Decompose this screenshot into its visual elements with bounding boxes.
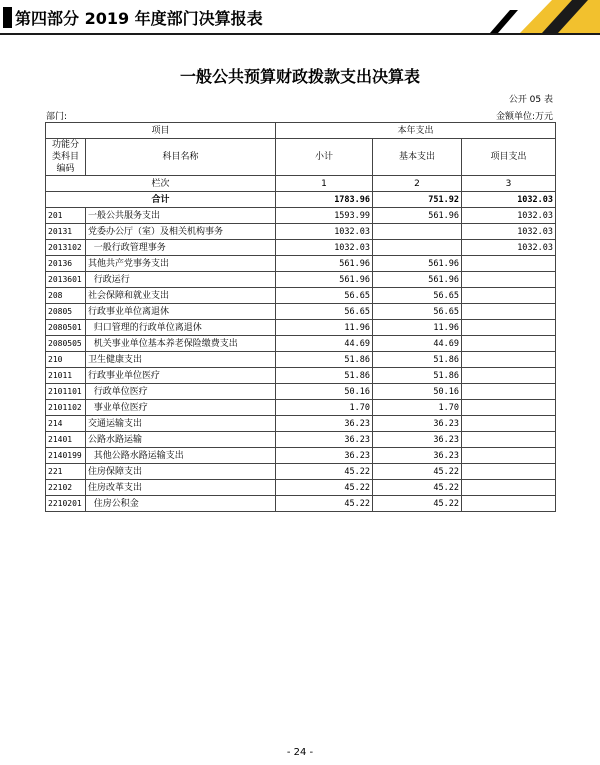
row-name: 住房保障支出 (86, 464, 276, 480)
row-subtotal: 1032.03 (276, 224, 373, 240)
row-name: 住房公积金 (86, 496, 276, 512)
row-name: 行政事业单位离退休 (86, 304, 276, 320)
row-name: 党委办公厅（室）及相关机构事务 (86, 224, 276, 240)
row-basic: 56.65 (373, 304, 462, 320)
header-row-1 (46, 123, 556, 139)
row-name: 机关事业单位基本养老保险缴费支出 (86, 336, 276, 352)
row-basic: 51.86 (373, 368, 462, 384)
table-row (46, 352, 556, 368)
row-basic: 45.22 (373, 480, 462, 496)
section-title: 第四部分 2019 年度部门决算报表 (15, 9, 263, 28)
row-basic: 561.96 (373, 256, 462, 272)
table-row (46, 384, 556, 400)
row-code: 2013102 (46, 240, 86, 256)
row-name: 事业单位医疗 (86, 400, 276, 416)
total-label: 合计 (46, 192, 276, 208)
table-row (46, 320, 556, 336)
row-project: 1032.03 (462, 240, 556, 256)
row-basic: 561.96 (373, 272, 462, 288)
header-decoration (460, 0, 600, 36)
row-code: 21401 (46, 432, 86, 448)
row-project (462, 368, 556, 384)
expenditure-table (45, 122, 556, 512)
table-row (46, 208, 556, 224)
subtotal-header: 小计 (276, 139, 373, 176)
row-code: 201 (46, 208, 86, 224)
row-subtotal: 36.23 (276, 448, 373, 464)
row-project (462, 256, 556, 272)
header-row-2 (46, 139, 556, 176)
func-code-line-2: 类科目 (51, 152, 79, 162)
table-row (46, 464, 556, 480)
row-code: 20805 (46, 304, 86, 320)
row-code: 20131 (46, 224, 86, 240)
row-subtotal: 50.16 (276, 384, 373, 400)
row-project (462, 496, 556, 512)
row-name: 卫生健康支出 (86, 352, 276, 368)
row-subtotal: 1.70 (276, 400, 373, 416)
column-index-2: 2 (373, 176, 462, 192)
table-row (46, 272, 556, 288)
row-code: 208 (46, 288, 86, 304)
row-code: 210 (46, 352, 86, 368)
table-row (46, 496, 556, 512)
table-number: 公开 05 表 (508, 95, 553, 105)
table-row (46, 368, 556, 384)
row-code: 20136 (46, 256, 86, 272)
row-name: 归口管理的行政单位离退休 (86, 320, 276, 336)
row-project (462, 384, 556, 400)
table-row (46, 256, 556, 272)
row-name: 社会保障和就业支出 (86, 288, 276, 304)
table-row (46, 288, 556, 304)
row-name: 公路水路运输 (86, 432, 276, 448)
row-subtotal: 51.86 (276, 368, 373, 384)
row-name: 行政单位医疗 (86, 384, 276, 400)
row-project (462, 304, 556, 320)
row-project (462, 320, 556, 336)
row-subtotal: 51.86 (276, 352, 373, 368)
row-subtotal: 45.22 (276, 480, 373, 496)
row-name: 其他公路水路运输支出 (86, 448, 276, 464)
row-code: 21011 (46, 368, 86, 384)
column-index-1: 1 (276, 176, 373, 192)
row-name: 其他共产党事务支出 (86, 256, 276, 272)
total-row (46, 192, 556, 208)
row-name: 住房改革支出 (86, 480, 276, 496)
row-basic: 1.70 (373, 400, 462, 416)
row-project (462, 400, 556, 416)
row-name: 交通运输支出 (86, 416, 276, 432)
row-project (462, 288, 556, 304)
row-project (462, 464, 556, 480)
row-subtotal: 561.96 (276, 272, 373, 288)
header-rule (0, 33, 600, 35)
row-project (462, 352, 556, 368)
row-project (462, 432, 556, 448)
row-code: 2101102 (46, 400, 86, 416)
table-row (46, 224, 556, 240)
row-subtotal: 56.65 (276, 288, 373, 304)
row-name: 行政运行 (86, 272, 276, 288)
row-code: 2101101 (46, 384, 86, 400)
total-subtotal: 1783.96 (276, 192, 373, 208)
project-header: 项目支出 (462, 139, 556, 176)
row-project (462, 448, 556, 464)
row-basic (373, 224, 462, 240)
row-project: 1032.03 (462, 224, 556, 240)
row-basic: 36.23 (373, 416, 462, 432)
column-index-row (46, 176, 556, 192)
report-title: 一般公共预算财政拨款支出决算表 (179, 67, 420, 86)
row-subtotal: 1032.03 (276, 240, 373, 256)
current-year-header: 本年支出 (276, 123, 556, 139)
unit-label: 金额单位:万元 (495, 112, 553, 122)
row-subtotal: 45.22 (276, 464, 373, 480)
row-code: 2080505 (46, 336, 86, 352)
row-basic: 56.65 (373, 288, 462, 304)
row-code: 22102 (46, 480, 86, 496)
row-basic: 51.86 (373, 352, 462, 368)
func-code-line-1: 功能分 (51, 140, 79, 150)
row-project: 1032.03 (462, 208, 556, 224)
row-basic: 36.23 (373, 448, 462, 464)
row-basic: 45.22 (373, 464, 462, 480)
table-row (46, 416, 556, 432)
column-index-3: 3 (462, 176, 556, 192)
row-subtotal: 11.96 (276, 320, 373, 336)
row-name: 一般公共服务支出 (86, 208, 276, 224)
row-basic (373, 240, 462, 256)
item-header: 项目 (46, 123, 276, 139)
row-code: 2210201 (46, 496, 86, 512)
func-code-line-3: 编码 (56, 164, 75, 174)
department-label: 部门: (46, 112, 68, 122)
column-index-label: 栏次 (46, 176, 276, 192)
basic-header: 基本支出 (373, 139, 462, 176)
row-subtotal: 1593.99 (276, 208, 373, 224)
row-subtotal: 36.23 (276, 432, 373, 448)
row-basic: 50.16 (373, 384, 462, 400)
table-row (46, 400, 556, 416)
table-row (46, 432, 556, 448)
row-basic: 11.96 (373, 320, 462, 336)
row-project (462, 336, 556, 352)
row-subtotal: 44.69 (276, 336, 373, 352)
row-code: 2013601 (46, 272, 86, 288)
table-row (46, 240, 556, 256)
subject-name-header: 科目名称 (86, 139, 276, 176)
row-subtotal: 561.96 (276, 256, 373, 272)
total-basic: 751.92 (373, 192, 462, 208)
section-header (0, 0, 600, 36)
row-subtotal: 36.23 (276, 416, 373, 432)
row-basic: 45.22 (373, 496, 462, 512)
table-row (46, 304, 556, 320)
row-basic: 561.96 (373, 208, 462, 224)
func-code-header (46, 139, 86, 176)
row-code: 2080501 (46, 320, 86, 336)
row-code: 214 (46, 416, 86, 432)
row-project (462, 416, 556, 432)
row-project (462, 480, 556, 496)
table-row (46, 480, 556, 496)
row-basic: 36.23 (373, 432, 462, 448)
row-project (462, 272, 556, 288)
row-basic: 44.69 (373, 336, 462, 352)
total-project: 1032.03 (462, 192, 556, 208)
row-code: 221 (46, 464, 86, 480)
row-name: 一般行政管理事务 (86, 240, 276, 256)
row-code: 2140199 (46, 448, 86, 464)
header-marker (3, 7, 12, 28)
table-row (46, 448, 556, 464)
row-subtotal: 56.65 (276, 304, 373, 320)
page-number: - 24 - (286, 747, 314, 758)
row-name: 行政事业单位医疗 (86, 368, 276, 384)
table-row (46, 336, 556, 352)
row-subtotal: 45.22 (276, 496, 373, 512)
